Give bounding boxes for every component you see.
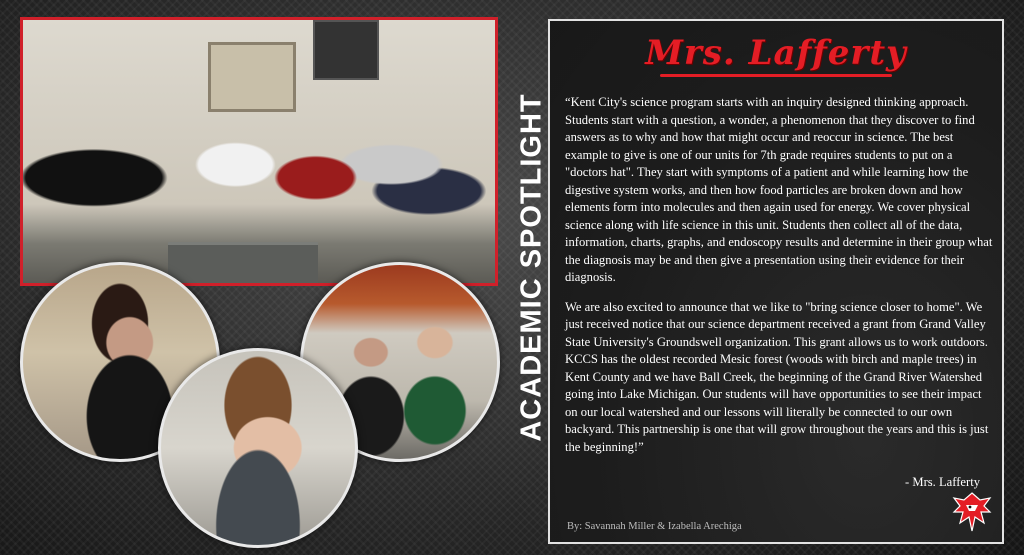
lab-table	[168, 242, 318, 286]
wall-frame	[208, 42, 296, 112]
heading-text: ACADEMIC SPOTLIGHT	[515, 93, 548, 442]
quote-signature: - Mrs. Lafferty	[905, 475, 980, 489]
author-byline: By: Savannah Miller & Izabella Arechiga	[567, 521, 742, 532]
quote-body	[565, 94, 995, 468]
quote-paragraph: “Kent City's science program starts with an inquiry designed thinking approach. Students start with a question, a wonder, a phenomenon that they discover to find answers as to why and how that might occur and reoccur in science. The best example to give is one of our units for 7th grade requires students to put on a "doctors hat". They start with symptoms of a patient and while learning how the digestive system works, and then how food particles are broken down and how elements form into molecules and then again used for energy. We cover physical science along with life science in this unit. Students then collect all of the data, information, charts, graphs, and endoscopy results and determine in their group what the diagnosis may be and then give a presentation using their evidence for their diagnosis.	[565, 95, 993, 284]
group-photo-lab	[20, 17, 498, 286]
section-heading	[517, 40, 547, 495]
quote-paragraph: We are also excited to announce that we like to "bring science closer to home". We just received notice that our science department received a grant from Grand Valley State University's Groundswell organization. This grant allows us to work outdoors. KCCS has the oldest recorded Mesic forest (woods with birch and maple trees) in Kent County and we have Ball Creek, the beginning of the Grand River Watershed going into Lake Michigan. Our students will have opportunities to see their impact on our local watershed and our lessons will literally be connected to our own backyard. This partnership is one that will grow throughout the years and this is just the beginning!”	[565, 299, 989, 454]
teacher-name: Mrs. Lafferty	[645, 33, 907, 73]
spotlight-panel	[548, 19, 1004, 544]
student-writing-photo	[158, 348, 358, 548]
wall-poster	[313, 20, 379, 80]
eagle-mascot-icon	[950, 490, 994, 534]
name-underline	[660, 74, 892, 77]
